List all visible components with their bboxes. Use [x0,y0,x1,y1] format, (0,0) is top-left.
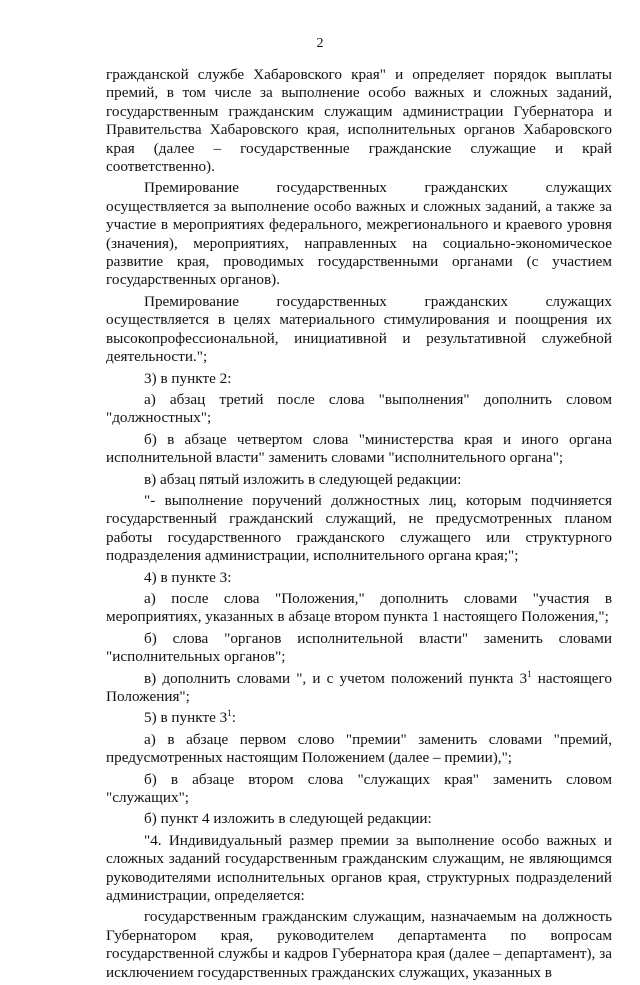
paragraph: "- выполнение поручений должностных лиц, которым подчиняется государственный гражданский служащий, не предусмотренных планом работы государственного гражданского служащего или структурного подразделения администрации, исполнительного органа края;"; [106,491,612,565]
paragraph: б) в абзаце втором слова "служащих края" заменить словом "служащих"; [106,770,612,807]
paragraph-text: настоящего Положения"; [106,669,612,705]
paragraph-text: : [231,709,236,727]
paragraph: гражданской службе Хабаровского края" и определяет порядок выплаты премий, в том числе за выполнение особо важных и сложных заданий, государственным гражданским служащим администрации Губернатора и Правительства Хабаровского края, исполнительных органов Хабаровского края (далее – государственные гражданские служащие и край соответственно). [106,66,612,176]
page-number: 2 [316,36,324,51]
paragraph [106,709,612,727]
paragraph: а) после слова "Положения," дополнить словами "участия в мероприятиях, указанных в абзаце втором пункта 1 настоящего Положения,"; [106,589,612,626]
paragraph: а) в абзаце первом слово "премии" заменить словами "премий, предусмотренных настоящим Положением (далее – премии),"; [106,730,612,767]
superscript: 1 [227,708,232,719]
paragraph: Премирование государственных гражданских служащих осуществляется в целях материального стимулирования и поощрения их высокопрофессиональной, инициативной и результативной служебной деятельности."; [106,292,612,366]
document-body [106,66,612,985]
paragraph-text: 5) в пункте 3 [144,709,228,727]
paragraph: государственным гражданским служащим, назначаемым на должность Губернатором края, руководителем департамента по вопросам государственной службы и кадров Губернатора края (далее – департамент), за исключением государственных гражданских служащих, указанных в [106,908,612,981]
paragraph: 3) в пункте 2: [144,369,232,387]
paragraph: б) в абзаце четвертом слова "министерства края и иного органа исполнительной власти" заменить словами "исполнительного органа"; [106,430,612,467]
paragraph: б) пункт 4 изложить в следующей редакции: [144,810,432,828]
paragraph: 4) в пункте 3: [144,568,232,586]
paragraph: а) абзац третий после слова "выполнения" дополнить словом "должностных"; [106,390,612,427]
paragraph: Премирование государственных гражданских служащих осуществляется за выполнение особо важных и сложных заданий, а также за участие в мероприятиях федерального, межрегионального и краевого уровня (значения), мероприятиях, направленных на социально-экономическое развитие края, проводимых государственными органами (с участием государственных органов). [106,179,612,289]
paragraph [106,670,612,707]
paragraph-text: в) дополнить словами ", и с учетом положений пункта 3 [144,669,528,687]
paragraph: "4. Индивидуальный размер премии за выполнение особо важных и сложных заданий государственным гражданским служащим, не являющимся руководителями исполнительных органов края, структурных подразделений администрации, определяется: [106,831,612,905]
paragraph: в) абзац пятый изложить в следующей редакции: [144,470,462,488]
paragraph: б) слова "органов исполнительной власти" заменить словами "исполнительных органов"; [106,629,612,666]
superscript: 1 [527,668,532,679]
